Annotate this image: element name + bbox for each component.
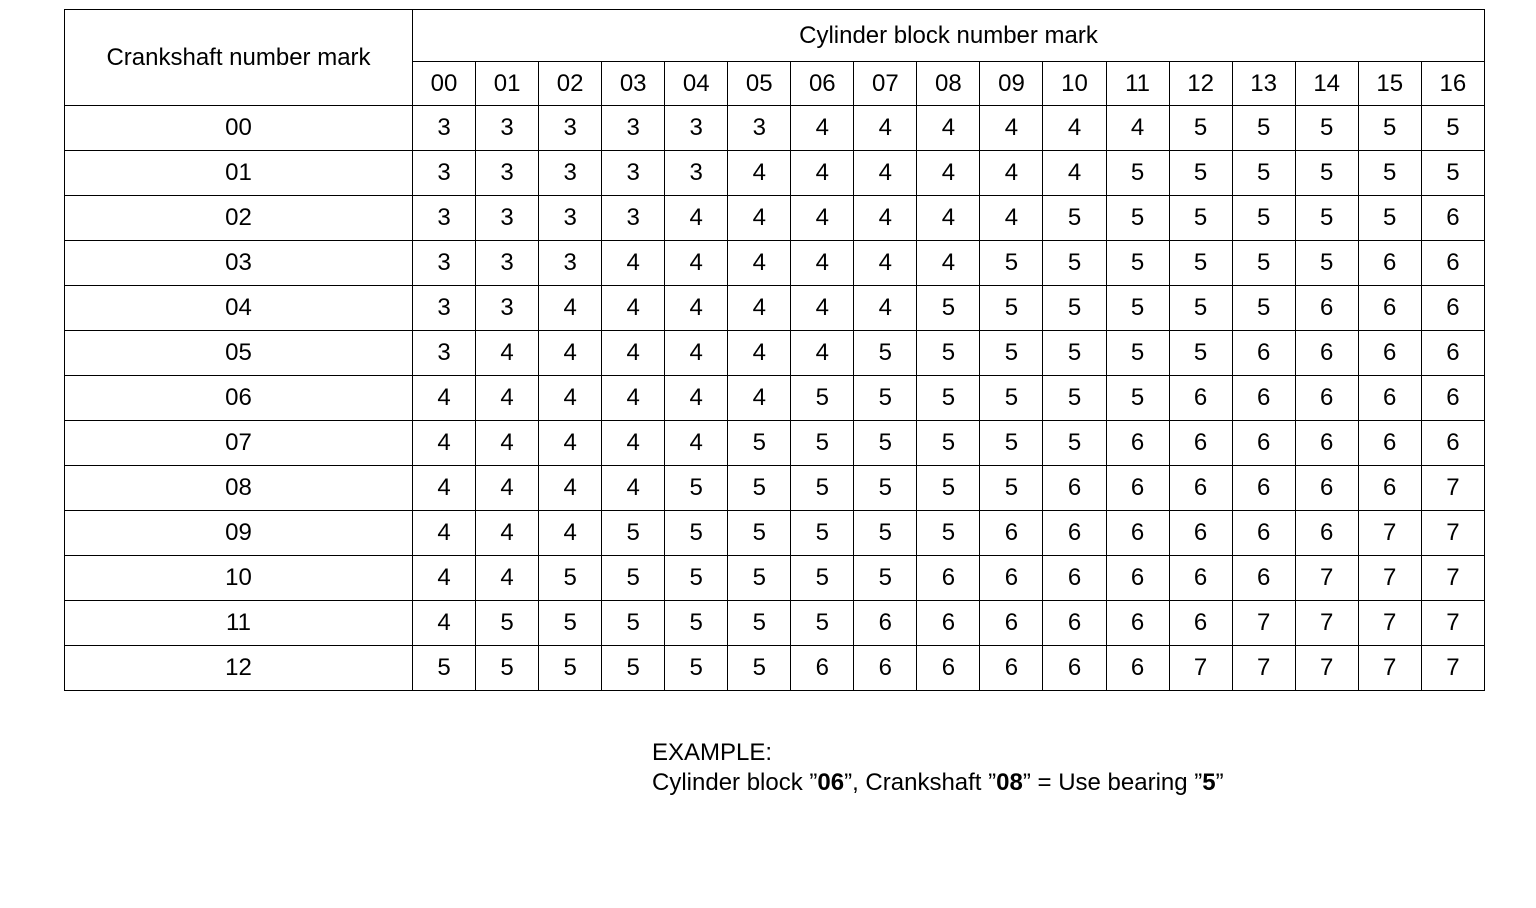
bearing-cell: 4 [791,286,854,331]
bearing-cell: 6 [1421,331,1484,376]
bearing-cell: 5 [728,556,791,601]
bearing-cell: 7 [1421,601,1484,646]
bearing-cell: 4 [602,241,665,286]
bearing-cell: 5 [476,601,539,646]
bearing-cell: 6 [1106,511,1169,556]
bearing-cell: 5 [1106,196,1169,241]
bearing-selection-table [64,9,1485,691]
bearing-cell: 7 [1358,646,1421,691]
bearing-cell: 6 [1106,421,1169,466]
bearing-cell: 5 [1232,151,1295,196]
bearing-cell: 4 [854,286,917,331]
bearing-cell: 5 [1358,196,1421,241]
bearing-cell: 5 [854,556,917,601]
table-body [65,106,1485,691]
bearing-cell: 4 [665,376,728,421]
table-row [65,556,1485,601]
bearing-cell: 5 [980,376,1043,421]
bearing-cell: 4 [476,331,539,376]
bearing-cell: 6 [1169,601,1232,646]
bearing-cell: 4 [791,331,854,376]
table-row [65,331,1485,376]
bearing-cell: 5 [728,511,791,556]
bearing-cell: 4 [539,331,602,376]
bearing-cell: 5 [1043,241,1106,286]
bearing-cell: 5 [917,376,980,421]
bearing-cell: 3 [413,331,476,376]
bearing-cell: 5 [1043,421,1106,466]
bearing-cell: 3 [476,241,539,286]
bearing-cell: 6 [1295,376,1358,421]
bearing-cell: 6 [1358,286,1421,331]
bearing-cell: 6 [917,601,980,646]
example-suffix: ” [1215,769,1224,796]
bearing-cell: 5 [1295,151,1358,196]
bearing-cell: 6 [1169,376,1232,421]
bearing-cell: 6 [1358,331,1421,376]
example-mid1: ”, Crankshaft ” [844,769,997,796]
example-mid2: ” = Use bearing ” [1022,769,1203,796]
bearing-cell: 4 [728,286,791,331]
bearing-cell: 5 [1106,286,1169,331]
bearing-cell: 5 [1043,286,1106,331]
bearing-cell: 7 [1295,601,1358,646]
bearing-cell: 4 [602,286,665,331]
bearing-cell: 3 [602,196,665,241]
bearing-cell: 6 [917,646,980,691]
column-header: 13 [1232,62,1295,106]
example-prefix: Cylinder block ” [652,769,818,796]
bearing-cell: 7 [1358,556,1421,601]
bearing-cell: 5 [1169,331,1232,376]
bearing-cell: 5 [1232,106,1295,151]
bearing-cell: 5 [1295,196,1358,241]
bearing-cell: 6 [1421,421,1484,466]
crankshaft-number-mark-header [65,10,413,106]
bearing-cell: 6 [1169,466,1232,511]
column-header: 05 [728,62,791,106]
table-row [65,151,1485,196]
bearing-cell: 7 [1358,601,1421,646]
bearing-cell: 7 [1295,646,1358,691]
bearing-cell: 6 [1169,511,1232,556]
bearing-cell: 4 [1043,106,1106,151]
bearing-cell: 5 [665,466,728,511]
bearing-cell: 5 [1106,241,1169,286]
bearing-cell: 6 [791,646,854,691]
bearing-cell: 4 [476,556,539,601]
bearing-cell: 3 [413,106,476,151]
bearing-cell: 4 [539,511,602,556]
bearing-cell: 4 [854,196,917,241]
bearing-cell: 3 [413,286,476,331]
bearing-cell: 4 [539,466,602,511]
bearing-cell: 5 [980,241,1043,286]
bearing-cell: 5 [413,646,476,691]
column-header: 02 [539,62,602,106]
bearing-cell: 4 [854,241,917,286]
bearing-cell: 6 [1421,376,1484,421]
bearing-cell: 4 [791,241,854,286]
bearing-cell: 4 [539,286,602,331]
bearing-cell: 7 [1232,601,1295,646]
bearing-cell: 4 [917,151,980,196]
row-header: 01 [65,151,413,196]
column-header: 12 [1169,62,1232,106]
bearing-cell: 4 [602,466,665,511]
bearing-cell: 5 [854,331,917,376]
row-header: 09 [65,511,413,556]
bearing-cell: 6 [1043,466,1106,511]
bearing-cell: 4 [917,106,980,151]
bearing-cell: 5 [602,601,665,646]
bearing-cell: 4 [1043,151,1106,196]
bearing-cell: 4 [539,376,602,421]
bearing-cell: 6 [917,556,980,601]
bearing-cell: 5 [1421,106,1484,151]
bearing-cell: 5 [791,511,854,556]
bearing-cell: 5 [917,511,980,556]
bearing-cell: 5 [1232,196,1295,241]
bearing-cell: 4 [917,196,980,241]
bearing-cell: 6 [1106,601,1169,646]
row-header: 12 [65,646,413,691]
bearing-cell: 4 [476,421,539,466]
bearing-cell: 6 [1295,331,1358,376]
bearing-cell: 4 [539,421,602,466]
corner-label: Crankshaft number mark [106,43,371,71]
bearing-cell: 4 [728,376,791,421]
bearing-cell: 5 [980,421,1043,466]
table-row [65,376,1485,421]
bearing-cell: 6 [1169,556,1232,601]
bearing-cell: 3 [602,151,665,196]
example-bearing-value: 5 [1202,769,1216,796]
group-header-label: Cylinder block number mark [799,21,1098,49]
table-row [65,241,1485,286]
bearing-cell: 4 [665,286,728,331]
bearing-cell: 4 [665,331,728,376]
bearing-cell: 5 [917,331,980,376]
bearing-cell: 4 [980,106,1043,151]
bearing-cell: 4 [728,241,791,286]
bearing-cell: 5 [1295,241,1358,286]
row-header: 05 [65,331,413,376]
bearing-cell: 5 [791,376,854,421]
bearing-cell: 5 [602,511,665,556]
bearing-cell: 7 [1295,556,1358,601]
bearing-cell: 5 [1232,241,1295,286]
bearing-cell: 5 [1358,151,1421,196]
bearing-cell: 6 [1358,376,1421,421]
bearing-cell: 3 [665,151,728,196]
row-header: 02 [65,196,413,241]
bearing-cell: 7 [1421,466,1484,511]
column-header: 08 [917,62,980,106]
bearing-cell: 4 [413,556,476,601]
bearing-cell: 5 [791,601,854,646]
bearing-cell: 6 [1358,466,1421,511]
bearing-cell: 4 [980,151,1043,196]
bearing-cell: 5 [602,556,665,601]
bearing-cell: 5 [665,511,728,556]
bearing-cell: 3 [476,286,539,331]
bearing-cell: 4 [854,151,917,196]
bearing-cell: 6 [1358,421,1421,466]
column-header: 07 [854,62,917,106]
bearing-cell: 3 [539,151,602,196]
row-header: 10 [65,556,413,601]
bearing-cell: 6 [1421,241,1484,286]
bearing-cell: 6 [1169,421,1232,466]
bearing-cell: 7 [1169,646,1232,691]
bearing-cell: 5 [602,646,665,691]
column-header: 14 [1295,62,1358,106]
example-note [652,738,1224,798]
bearing-cell: 5 [728,646,791,691]
bearing-cell: 5 [1169,286,1232,331]
bearing-cell: 4 [917,241,980,286]
bearing-cell: 6 [854,601,917,646]
bearing-cell: 4 [791,196,854,241]
bearing-cell: 6 [1421,196,1484,241]
bearing-cell: 4 [665,196,728,241]
bearing-cell: 3 [539,196,602,241]
table-row [65,466,1485,511]
bearing-cell: 6 [1106,556,1169,601]
bearing-cell: 4 [413,376,476,421]
bearing-cell: 3 [476,196,539,241]
column-header: 15 [1358,62,1421,106]
bearing-cell: 5 [980,466,1043,511]
cylinder-block-number-mark-header [413,10,1485,62]
bearing-cell: 6 [980,556,1043,601]
bearing-cell: 6 [1232,331,1295,376]
bearing-cell: 5 [1358,106,1421,151]
example-crank-value: 08 [996,769,1023,796]
bearing-cell: 6 [980,646,1043,691]
bearing-cell: 5 [791,466,854,511]
bearing-cell: 5 [539,601,602,646]
bearing-cell: 3 [539,106,602,151]
column-header: 04 [665,62,728,106]
column-header: 11 [1106,62,1169,106]
bearing-cell: 5 [917,286,980,331]
bearing-cell: 4 [854,106,917,151]
example-block-value: 06 [817,769,845,796]
bearing-cell: 5 [728,466,791,511]
bearing-cell: 3 [728,106,791,151]
column-header: 03 [602,62,665,106]
bearing-cell: 3 [413,151,476,196]
bearing-cell: 3 [476,106,539,151]
column-header: 10 [1043,62,1106,106]
bearing-cell: 6 [1106,466,1169,511]
bearing-cell: 4 [1106,106,1169,151]
bearing-cell: 5 [665,646,728,691]
bearing-cell: 3 [413,196,476,241]
table-row [65,601,1485,646]
bearing-cell: 4 [602,331,665,376]
bearing-cell: 6 [1043,556,1106,601]
bearing-cell: 7 [1358,511,1421,556]
bearing-cell: 4 [476,376,539,421]
bearing-cell: 3 [665,106,728,151]
bearing-cell: 6 [1232,511,1295,556]
example-heading: EXAMPLE: [652,739,773,766]
bearing-cell: 5 [1295,106,1358,151]
bearing-cell: 4 [728,196,791,241]
bearing-cell: 6 [1106,646,1169,691]
bearing-cell: 7 [1232,646,1295,691]
bearing-cell: 4 [413,511,476,556]
bearing-cell: 4 [413,421,476,466]
bearing-cell: 6 [1232,556,1295,601]
column-header: 06 [791,62,854,106]
table-row [65,286,1485,331]
row-header: 04 [65,286,413,331]
bearing-cell: 4 [602,421,665,466]
bearing-cell: 4 [413,466,476,511]
bearing-cell: 4 [791,151,854,196]
bearing-cell: 5 [854,466,917,511]
column-header: 00 [413,62,476,106]
table-row [65,421,1485,466]
bearing-cell: 5 [1043,331,1106,376]
column-header: 01 [476,62,539,106]
bearing-cell: 6 [1358,241,1421,286]
bearing-cell: 5 [539,646,602,691]
bearing-cell: 6 [1232,466,1295,511]
bearing-cell: 5 [791,556,854,601]
table-row [65,511,1485,556]
bearing-cell: 6 [1295,421,1358,466]
bearing-cell: 7 [1421,511,1484,556]
bearing-cell: 5 [665,556,728,601]
bearing-cell: 5 [1169,151,1232,196]
bearing-cell: 4 [728,331,791,376]
row-header: 06 [65,376,413,421]
bearing-cell: 7 [1421,556,1484,601]
bearing-cell: 5 [1043,376,1106,421]
bearing-cell: 7 [1421,646,1484,691]
column-header: 09 [980,62,1043,106]
bearing-cell: 4 [476,466,539,511]
bearing-cell: 4 [413,601,476,646]
bearing-cell: 6 [1295,286,1358,331]
bearing-cell: 5 [917,466,980,511]
bearing-cell: 5 [980,331,1043,376]
bearing-cell: 5 [980,286,1043,331]
bearing-cell: 3 [476,151,539,196]
bearing-cell: 4 [602,376,665,421]
bearing-cell: 6 [1421,286,1484,331]
bearing-cell: 5 [1421,151,1484,196]
bearing-cell: 5 [476,646,539,691]
bearing-cell: 6 [980,601,1043,646]
table-row [65,646,1485,691]
bearing-cell: 4 [980,196,1043,241]
bearing-cell: 4 [665,241,728,286]
bearing-cell: 5 [1043,196,1106,241]
row-header: 00 [65,106,413,151]
bearing-cell: 5 [917,421,980,466]
row-header: 11 [65,601,413,646]
bearing-cell: 6 [1232,376,1295,421]
bearing-cell: 5 [854,511,917,556]
bearing-cell: 5 [854,421,917,466]
row-header: 08 [65,466,413,511]
example-line [652,768,1224,798]
bearing-cell: 5 [665,601,728,646]
table-row [65,196,1485,241]
row-header: 07 [65,421,413,466]
bearing-cell: 6 [1295,466,1358,511]
bearing-cell: 5 [728,421,791,466]
bearing-cell: 6 [1043,601,1106,646]
bearing-cell: 3 [539,241,602,286]
bearing-cell: 3 [602,106,665,151]
bearing-cell: 4 [728,151,791,196]
bearing-cell: 3 [413,241,476,286]
bearing-cell: 5 [1169,106,1232,151]
bearing-cell: 4 [791,106,854,151]
bearing-cell: 5 [1232,286,1295,331]
bearing-cell: 4 [476,511,539,556]
row-header: 03 [65,241,413,286]
column-header: 16 [1421,62,1484,106]
bearing-cell: 6 [1043,511,1106,556]
bearing-cell: 5 [1169,196,1232,241]
bearing-cell: 5 [1169,241,1232,286]
bearing-cell: 5 [539,556,602,601]
bearing-cell: 5 [728,601,791,646]
bearing-cell: 4 [665,421,728,466]
bearing-cell: 6 [980,511,1043,556]
bearing-cell: 5 [1106,331,1169,376]
bearing-cell: 5 [791,421,854,466]
bearing-cell: 5 [1106,376,1169,421]
bearing-cell: 5 [854,376,917,421]
bearing-cell: 6 [1295,511,1358,556]
table-row [65,106,1485,151]
bearing-cell: 6 [1232,421,1295,466]
bearing-cell: 6 [1043,646,1106,691]
bearing-cell: 6 [854,646,917,691]
bearing-cell: 5 [1106,151,1169,196]
